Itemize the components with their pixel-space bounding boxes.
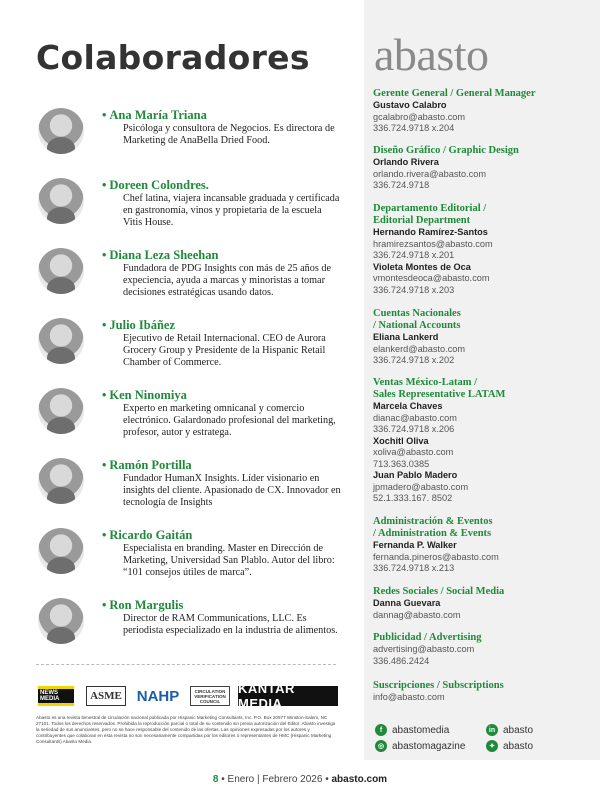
instagram-link[interactable]: ◎ abastomagazine: [375, 740, 465, 752]
contributor-description: Experto en marketing omnicanal y comercio electrónico. Galardonado profesional del marketing, profesor, autor y estratega.: [123, 403, 336, 439]
staff-name: Fernanda P. Walker: [373, 540, 457, 550]
staff-email[interactable]: jpmadero@abasto.com: [373, 481, 469, 492]
avatar: [38, 458, 84, 504]
staff-name: Juan Pablo Madero: [373, 470, 458, 480]
section-heading: Suscripciones / Subscriptions: [373, 680, 504, 691]
instagram-icon: ◎: [375, 740, 387, 752]
staff-section: [373, 516, 593, 575]
page-number: 8: [212, 774, 219, 785]
section-heading: Departamento Editorial /: [373, 203, 487, 214]
staff-email[interactable]: advertising@abasto.com: [373, 644, 475, 654]
avatar: [38, 598, 84, 644]
staff-section: [373, 145, 593, 192]
staff-name: Hernando Ramírez-Santos: [373, 227, 488, 237]
contributor-name: • Ron Margulis: [102, 598, 184, 612]
staff-phone: 336.724.9718 x.213: [373, 563, 455, 573]
staff-name: Gustavo Calabro: [373, 100, 447, 110]
staff-email[interactable]: hramirezsantos@abasto.com: [373, 238, 493, 249]
news-media-logo: NEWS MEDIA: [38, 686, 74, 706]
contributor-name: • Ramón Portilla: [102, 458, 192, 472]
partner-logos: [38, 681, 338, 711]
staff-email[interactable]: gcalabro@abasto.com: [373, 111, 466, 122]
staff-phone: 713.363.0385: [373, 458, 430, 469]
avatar: [38, 108, 84, 154]
contributor-name: • Diana Leza Sheehan: [102, 248, 219, 262]
staff-section: [373, 632, 593, 667]
section-heading: Cuentas Nacionales: [373, 308, 461, 319]
avatar: [38, 248, 84, 294]
linkedin-link[interactable]: in abasto: [486, 724, 533, 736]
staff-name: Danna Guevara: [373, 598, 441, 608]
staff-phone: 336.724.9718: [373, 180, 430, 190]
staff-name: Violeta Montes de Oca: [373, 261, 471, 272]
contributor-name: • Ricardo Gaitán: [102, 528, 193, 542]
facebook-link[interactable]: f abastomedia: [375, 724, 449, 736]
section-heading: / National Accounts: [373, 320, 461, 331]
contributor-name: • Ana María Triana: [102, 108, 207, 122]
legal-notice: Abasto es una revista bimestral de circulación nacional publicada por Hispanic Marketing Consultants, Inc. P.O. Box 20577 Winston-Salem, NC 27101. Todos los derechos reservados. Prohibida la reproducción parcial o total de su contenido sin previa autorización del Editor. Abasto investiga la seriedad de sus anunciantes, pero no se hace responsable del contenido de las ofertas. Las opiniones expresadas por los autores y contribuyentes que colaboran en esta revista no son necesariamente compartidas por los editores o representantes de HMC (Hispanic Marketing Consultants) Abasto Media.: [36, 715, 336, 744]
section-heading: Administración & Eventos: [373, 516, 493, 527]
contributor-description: Psicóloga y consultora de Negocios. Es directora de Marketing de AnaBella Dried Food.: [123, 123, 335, 147]
staff-email[interactable]: elankerd@abasto.com: [373, 343, 466, 354]
staff-email[interactable]: dianac@abasto.com: [373, 412, 457, 423]
section-heading: Ventas México-Latam /: [373, 377, 478, 388]
staff-section: [373, 203, 593, 296]
brand-logo: abasto: [374, 29, 489, 80]
staff-email[interactable]: xoliva@abasto.com: [373, 447, 454, 457]
facebook-icon: f: [375, 724, 387, 736]
staff-name: Xochitl Oliva: [373, 435, 429, 446]
avatar: [38, 318, 84, 364]
twitter-link[interactable]: ✦ abasto: [486, 740, 533, 752]
contributor-description: Especialista en branding. Master en Dirección de Marketing, Universidad San Plablo. Autor del libro: “101 consejos útiles de marca”.: [123, 543, 335, 579]
twitter-icon: ✦: [486, 740, 498, 752]
staff-phone: 336.486.2424: [373, 655, 430, 666]
section-heading: Sales Representative LATAM: [373, 389, 506, 400]
staff-phone: 336.724.9718 x.206: [373, 424, 455, 434]
contributor-name: • Ken Ninomiya: [102, 388, 187, 402]
staff-email[interactable]: vmontesdeoca@abasto.com: [373, 273, 490, 283]
staff-section: [373, 308, 593, 367]
contributor-description: Ejecutivo de Retail Internacional. CEO de Aurora Grocery Group y Presidente de la Hispanic Retail Chamber of Commerce.: [123, 333, 326, 369]
section-heading: / Administration & Events: [373, 528, 492, 539]
staff-email[interactable]: orlando.rivera@abasto.com: [373, 168, 486, 179]
section-heading: Publicidad / Advertising: [373, 632, 482, 643]
contributor-name: • Doreen Colondres.: [102, 178, 209, 192]
nahp-logo: NAHP: [136, 687, 180, 705]
staff-name: Eliana Lankerd: [373, 332, 439, 342]
divider: [36, 664, 336, 665]
contributor-name: • Julio Ibáñez: [102, 318, 176, 332]
staff-name: Orlando Rivera: [373, 157, 439, 167]
staff-name: Marcela Chaves: [373, 401, 443, 411]
contributor-description: Fundadora de PDG Insights con más de 25 años de expeciencia, ayuda a marcas y minoristas a tomar decisiones estratégicas usando datos.: [123, 263, 331, 299]
staff-email[interactable]: fernanda.pineros@abasto.com: [373, 551, 499, 562]
staff-phone: 52.1.333.167. 8502: [373, 493, 453, 503]
staff-email[interactable]: dannag@abasto.com: [373, 609, 461, 620]
staff-phone: 336.724.9718 x.203: [373, 284, 455, 295]
page-footer: 8 • Enero | Febrero 2026 • abasto.com: [212, 774, 388, 785]
staff-section: [373, 680, 593, 704]
avatar: [38, 528, 84, 574]
kantar-media-logo: KANTAR MEDIA: [238, 686, 338, 706]
issue-date: Enero | Febrero 2026: [227, 774, 323, 785]
staff-phone: 336.724.9718 x.202: [373, 355, 455, 365]
contributor-description: Fundador HumanX Insights. Líder visionario en insights del cliente. Apasionado de CX. Innovador en tecnología de Insights: [123, 473, 341, 509]
staff-phone: 336.724.9718 x.204: [373, 123, 455, 133]
staff-section: [373, 586, 593, 621]
linkedin-icon: in: [486, 724, 498, 736]
avatar: [38, 388, 84, 434]
section-heading: Gerente General / General Manager: [373, 88, 536, 99]
staff-section: [373, 88, 593, 135]
contributor-description: Director de RAM Communications, LLC. Es periodista especializado en la industria de alimentos.: [123, 613, 338, 637]
asme-logo: ASME: [86, 686, 126, 706]
section-heading: Diseño Gráfico / Graphic Design: [373, 145, 519, 156]
section-heading: Editorial Department: [373, 215, 471, 226]
circulation-council-logo: CIRCULATION VERIFICATION COUNCIL: [190, 686, 230, 706]
avatar: [38, 178, 84, 224]
staff-email[interactable]: info@abasto.com: [373, 692, 445, 702]
staff-phone: 336.724.9718 x.201: [373, 250, 455, 260]
page-title: Colaboradores: [36, 38, 310, 77]
contributor-description: Chef latina, viajera incansable graduada y certificada en gastronomía, vinos y propietaria de la escuela Vitis House.: [123, 193, 340, 229]
section-heading: Redes Sociales / Social Media: [373, 586, 505, 597]
staff-section: [373, 377, 593, 505]
site-url[interactable]: abasto.com: [331, 774, 388, 785]
